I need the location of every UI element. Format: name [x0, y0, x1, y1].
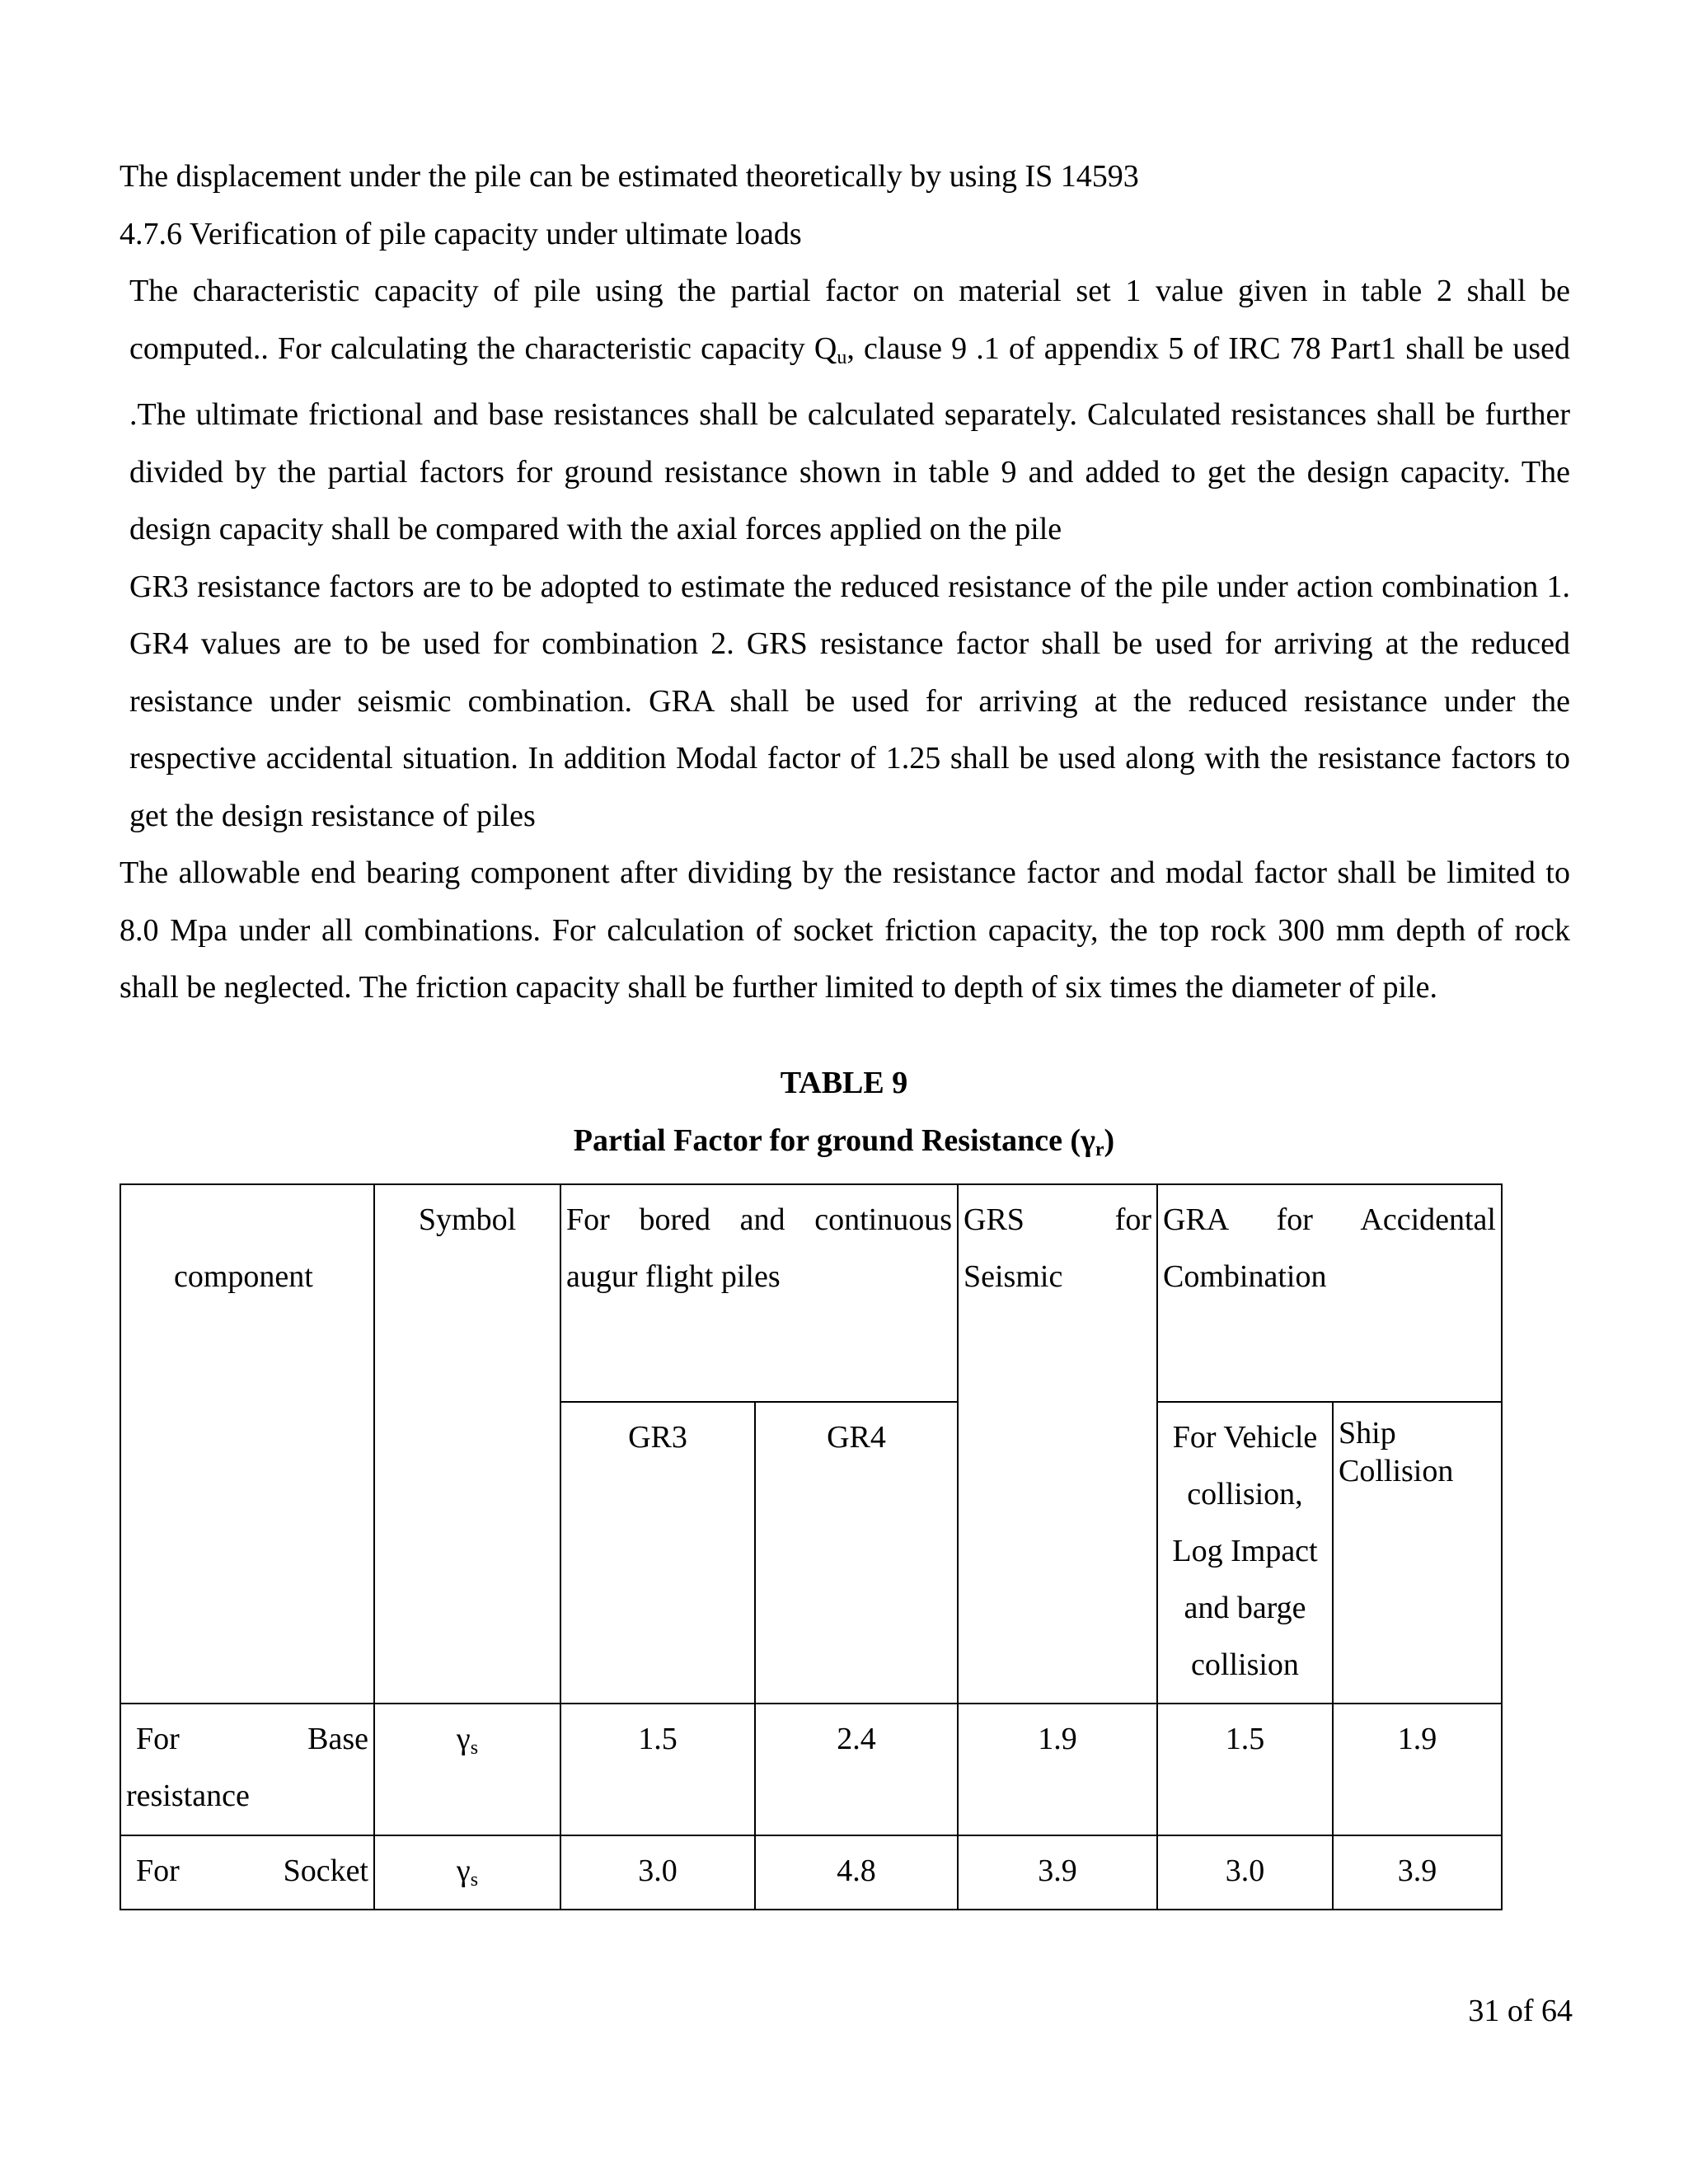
table-row-socket [120, 1835, 1502, 1910]
cell-ship: 1.9 [1333, 1704, 1502, 1835]
paragraph-end-bearing: The allowable end bearing component after dividing by the resistance factor and modal factor shall be limited to 8.0 Mpa under all combinations. For calculation of socket friction capacity, the top rock 300 mm depth of rock shall be neglected. The friction capacity shall be further limited to depth of six times the diameter of pile. [120, 855, 1570, 1005]
section-heading: 4.7.6 Verification of pile capacity under ultimate loads [120, 216, 802, 251]
table-subtitle: Partial Factor for ground Resistance (γr) [573, 1123, 1115, 1160]
cell-gr4: 4.8 [755, 1835, 958, 1910]
header-ship-collision: Ship Collision [1333, 1402, 1502, 1704]
header-row-1 [120, 1184, 1502, 1402]
table-caption: TABLE 9 [780, 1066, 908, 1100]
paragraph-resistance-factors: GR3 resistance factors are to be adopted to estimate the reduced resistance of the pile under action combination 1. GR4 values are to be used for combination 2. GRS resistance factor shall be used for arriving at the reduced resistance under seismic combination. GRA shall be used for arriving at the reduced resistance under the respective accidental situation. In addition Modal factor of 1.25 shall be used along with the resistance factors to get the design resistance of piles [129, 569, 1570, 833]
table-row-base [120, 1704, 1502, 1835]
row-label-base: For Base resistance [120, 1704, 374, 1835]
header-vehicle-collision: For Vehicle collision, Log Impact and barge collision [1157, 1402, 1333, 1704]
header-grs-seismic: GRS for Seismic [958, 1184, 1157, 1704]
symbol-gamma-s: γs [374, 1835, 560, 1910]
cell-grs: 1.9 [958, 1704, 1157, 1835]
cell-vehicle: 1.5 [1157, 1704, 1333, 1835]
header-gr3: GR3 [560, 1402, 755, 1704]
paragraph-characteristic-capacity: The characteristic capacity of pile using the partial factor on material set 1 value given in table 2 shall be computed.. For calculating the characteristic capacity Qu, clause 9 .1 of appendix 5 of IRC 78 Part1 shall be used .The ultimate frictional and base resistances shall be calculated separately. Calculated resistances shall be further divided by the partial factors for ground resistance shown in table 9 and added to get the design capacity. The design capacity shall be compared with the axial forces applied on the pile [129, 274, 1570, 546]
body-text [120, 148, 1570, 1017]
symbol-gamma-s: γs [374, 1704, 560, 1835]
page-number: 31 of 64 [1468, 1994, 1573, 2028]
row-label-socket: For Socket [120, 1835, 374, 1910]
header-gr4: GR4 [755, 1402, 958, 1704]
partial-factor-table [120, 1183, 1503, 1910]
cell-gr4: 2.4 [755, 1704, 958, 1835]
cell-ship: 3.9 [1333, 1835, 1502, 1910]
cell-gr3: 1.5 [560, 1704, 755, 1835]
paragraph-is-reference: The displacement under the pile can be estimated theoretically by using IS 14593 [120, 159, 1139, 194]
header-bored-piles: For bored and continuous augur flight piles [560, 1184, 958, 1402]
header-component: component [120, 1184, 374, 1704]
cell-gr3: 3.0 [560, 1835, 755, 1910]
cell-grs: 3.9 [958, 1835, 1157, 1910]
cell-vehicle: 3.0 [1157, 1835, 1333, 1910]
header-gra-accidental: GRA for Accidental Combination [1157, 1184, 1502, 1402]
header-symbol: Symbol [374, 1184, 560, 1704]
